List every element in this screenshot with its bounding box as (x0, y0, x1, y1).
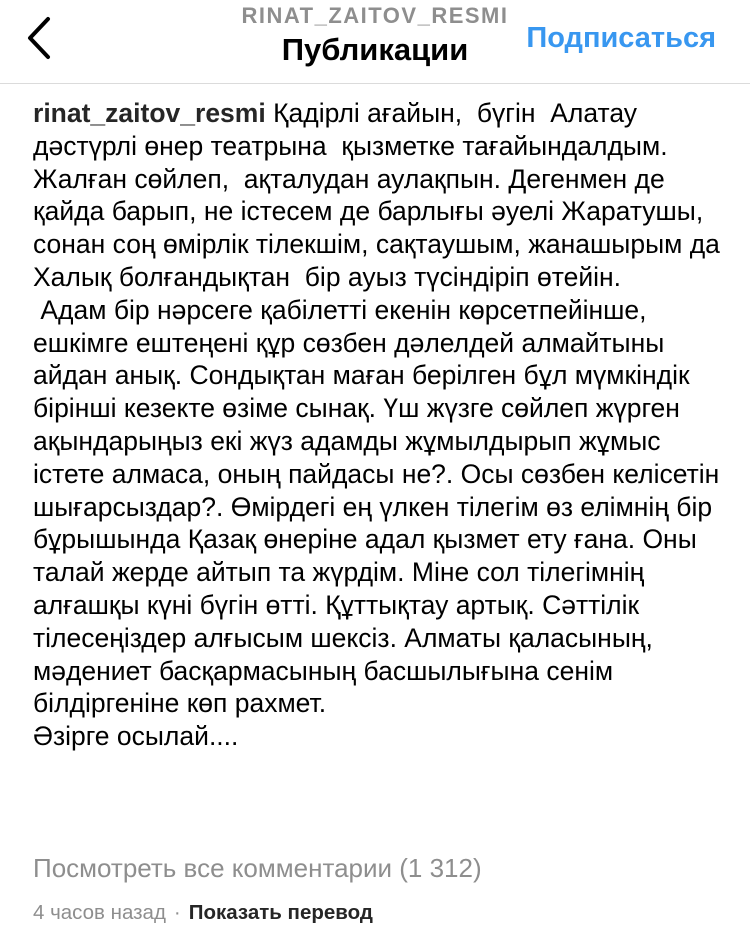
caption-paragraph (33, 97, 728, 294)
author-username[interactable]: rinat_zaitov_resmi (33, 98, 266, 128)
top-navigation-bar (0, 0, 750, 84)
header-username: RINAT_ZAITOV_RESMI (241, 3, 509, 28)
meta-separator: · (173, 901, 181, 924)
caption-paragraph: Адам бір нәрсеге қабілетті екенін көрсетпейінше, ешкімге ештеңені құр сөзбен дәлелдей алмайтыны айдан анық. Сондықтан маған берілген бұл мүмкіндік бірінші кезекте өзіме сынақ. Үш жүзге сөйлеп жүрген ақындарыңыз екі жүз адамды жұмылдырып жұмыс істете алмаса, оның пайдасы не?. Осы сөзбен келісетін шығарсыздар?. Өмірдегі ең үлкен тілегім өз елімнің бір бұрышында Қазақ өнеріне адал қызмет ету ғана. Оны талай жерде айтып та жүрдім. Міне сол тілегімнің алғашқы күні бүгін өтті. Құттықтау артық. Сәттілік тілесеңіздер алғысым шексіз. Алматы қаласының, мәдениет басқармасының басшылығына сенім білдіргеніне көп рахмет. (33, 294, 727, 719)
post-meta (33, 901, 373, 925)
follow-button[interactable]: Подписаться (526, 22, 716, 54)
post-caption (33, 97, 728, 753)
view-all-comments-link[interactable]: Посмотреть все комментарии (1 312) (33, 853, 482, 883)
page-title: Публикации (281, 32, 469, 67)
caption-paragraph: Әзірге осылай.... (33, 721, 239, 752)
caption-text: Қадірлі ағайын, бүгін Алатау дәстүрлі өнер театрына қызметке тағайындалдым. Жалған сөйлеп, ақталудан аулақпын. Дегенмен де қайда барып, не істесем де барлығы әуелі Жаратушы, сонан соң өмірлік тілекшім, сақтаушым, жанашырым да Халық болғандықтан бір ауыз түсіндіріп өтейін. (33, 98, 728, 292)
show-translation-link[interactable]: Показать перевод (188, 901, 373, 924)
post-timestamp: 4 часов назад (33, 901, 166, 924)
